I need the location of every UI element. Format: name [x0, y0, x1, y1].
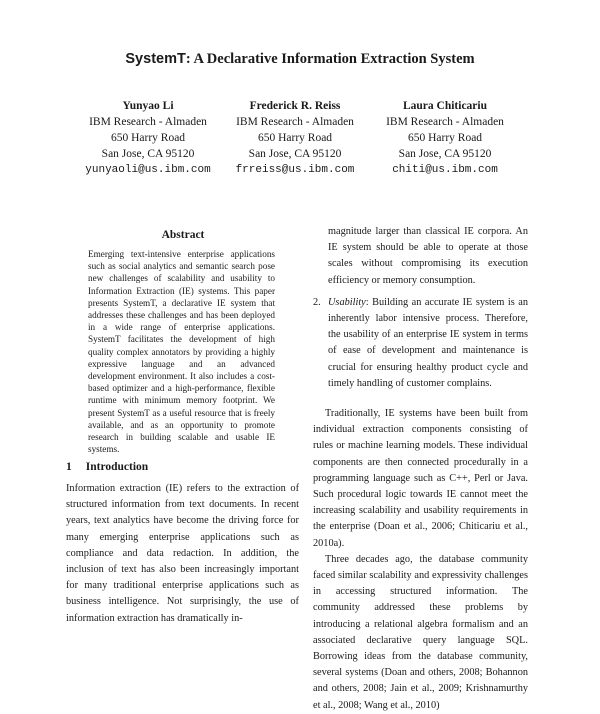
author-affiliation: IBM Research - Almaden: [236, 116, 354, 128]
author-email: frreiss@us.ibm.com: [235, 164, 355, 176]
author-address-line1: 650 Harry Road: [407, 132, 483, 144]
list-item-label: Usability: [328, 296, 366, 308]
list-item-text: : Building an accurate IE system is an inherently labor intensive process. Therefore, the usability of an enterprise IE system in terms of ease of development and maintenance is crucial for ensuring healthy product cycle and timely handling of customer complains.: [328, 296, 528, 389]
paragraph: Information extraction (IE) refers to the extraction of structured information from text documents. In recent years, text analytics have become the driving force for many emerging enterprise applications such as compliance and data redaction. In addition, the inclusion of text has also been increasingly important for many traditional enterprise applications such as business intelligence. Not surprisingly, the use of information extraction has dramatically in-: [66, 483, 299, 624]
paragraph: Traditionally, IE systems have been built from individual extraction components consisting of rules or machine learning models. These individual components are then connected procedurally in a programming language such as C++, Perl or Java. Such procedural logic towards IE cannot meet the increasing scalability and usability requirements in the enterprise (Doan et al., 2006; Chiticariu et al., 2010a).: [313, 408, 528, 549]
author-block-3: [350, 98, 540, 178]
author-affiliation: IBM Research - Almaden: [386, 116, 504, 128]
section-heading-introduction: [66, 461, 316, 473]
author-address-line2: San Jose, CA 95120: [101, 148, 195, 160]
paper-title: [0, 50, 600, 68]
author-address-line1: 650 Harry Road: [257, 132, 333, 144]
section-number: 1: [66, 461, 72, 473]
paragraph-gap: [313, 392, 528, 406]
author-email: chiti@us.ibm.com: [392, 164, 498, 176]
author-name: Frederick R. Reiss: [249, 100, 341, 112]
author-affiliation: IBM Research - Almaden: [89, 116, 207, 128]
list-item-marker: 2.: [313, 296, 321, 308]
author-name: Laura Chiticariu: [402, 100, 487, 112]
abstract-heading: Abstract: [161, 229, 205, 241]
section-title: Introduction: [85, 461, 149, 473]
list-item-usability: [313, 295, 528, 392]
list-item-continuation: magnitude larger than classical IE corpora. An IE system should be able to operate at those scales without compromising its execution efficiency or memory consumption.: [328, 226, 528, 286]
author-address-line2: San Jose, CA 95120: [248, 148, 342, 160]
paragraph: Three decades ago, the database community faced similar scalability and expressivity challenges in accessing structured information. The community addressed these problems by introducing a relational algebra formalism and an associated declarative query language SQL. Borrowing ideas from the database community, several systems (Doan and others, 2008; Bohannon and others, 2008; Jain et al., 2009; Krishnamurthy et al., 2008; Wang et al., 2010): [313, 553, 528, 711]
author-name: Yunyao Li: [122, 100, 174, 112]
list-item-body: [328, 295, 528, 392]
title-rest: : A Declarative Information Extraction System: [185, 51, 475, 67]
title-system-name: SystemT: [125, 51, 186, 67]
author-address-line1: 650 Harry Road: [110, 132, 186, 144]
right-column: [313, 224, 528, 714]
author-email: yunyaoli@us.ibm.com: [85, 164, 211, 176]
abstract-text: Emerging text-intensive enterprise applications such as social analytics and semantic search pose new challenges of scalability and usability to Information Extraction (IE) systems. This paper presents SystemT, a declarative IE system that addresses these challenges and has been deployed in a wide range of enterprise applications. SystemT facilitates the development of high quality complex annotators by providing a highly expressive language and an advanced development environment. It also includes a cost-based optimizer and a high-performance, flexible runtime with minimum memory footprint. We present SystemT as a useful resource that is freely available, and as an opportunity to promote research in building scalable and usable IE systems.: [88, 249, 275, 455]
introduction-text-left-column: [66, 481, 299, 627]
author-address-line2: San Jose, CA 95120: [398, 148, 492, 160]
